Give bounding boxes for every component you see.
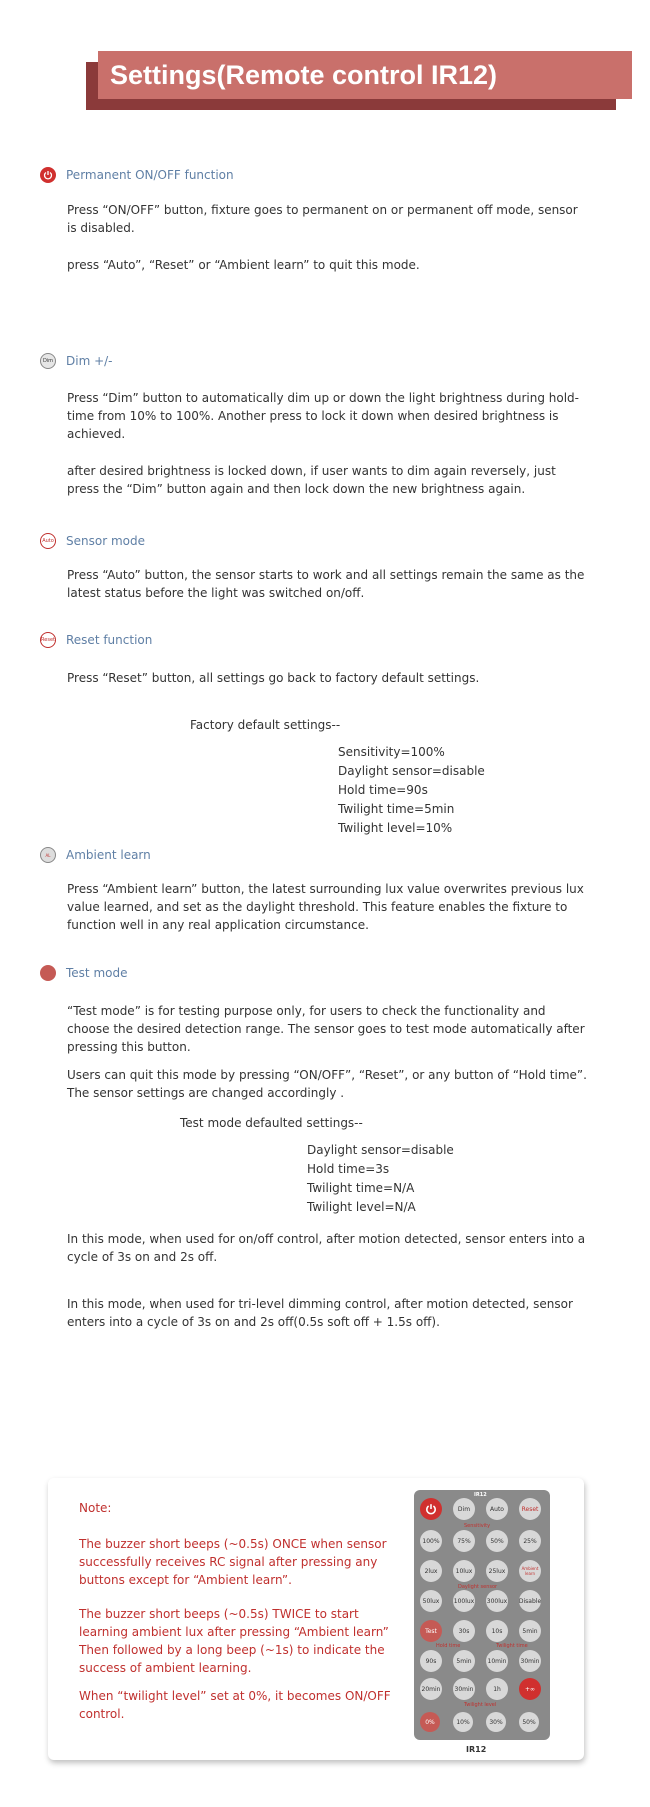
test-paragraph-4: In this mode, when used for tri-level dimming control, after motion detected, sensor enters into a cycle of 3s on and 2s off(0.5s soft off + 1.5s off).: [67, 1297, 573, 1329]
remote-ambient-learn-button: Ambient learn: [519, 1560, 541, 1582]
remote-twilight-zero-button: 0%: [420, 1712, 440, 1732]
reset-paragraph-1: Press “Reset” button, all settings go back to factory default settings.: [67, 671, 480, 685]
note-line-1: The buzzer short beeps (~0.5s) ONCE when sensor successfully receives RC signal after pressing any buttons except for “Ambient learn”.: [79, 1537, 387, 1587]
section-heading-onoff: Permanent ON/OFF function: [40, 166, 234, 184]
remote-button: +∞: [519, 1678, 541, 1700]
remote-dim-button: Dim: [453, 1498, 475, 1520]
note-line-3: When “twilight level” set at 0%, it becomes ON/OFF control.: [79, 1689, 391, 1721]
note-line-2: The buzzer short beeps (~0.5s) TWICE to start learning ambient lux after pressing “Ambient learn” Then followed by a long beep (~1s) to indicate the success of ambient learning.: [79, 1607, 389, 1675]
remote-button: 30s: [453, 1620, 475, 1642]
list-item: Daylight sensor=disable: [307, 1143, 454, 1157]
remote-button: 5min: [453, 1650, 475, 1672]
remote-button: 20min: [420, 1678, 442, 1700]
remote-button: 30min: [453, 1678, 475, 1700]
remote-button: 25lux: [486, 1560, 508, 1582]
list-item: Twilight level=N/A: [307, 1200, 416, 1214]
test-default-title: Test mode defaulted settings--: [180, 1116, 363, 1130]
remote-model-label: IR12: [474, 1492, 487, 1498]
remote-button: 10lux: [453, 1560, 475, 1582]
section-heading-ambient: AL Ambient learn: [40, 846, 151, 864]
remote-control-image: [414, 1490, 550, 1740]
list-item: Hold time=3s: [307, 1162, 390, 1176]
list-item: Twilight time=N/A: [307, 1181, 415, 1195]
dim-icon: Dim: [40, 353, 56, 369]
remote-button: 50%: [486, 1530, 508, 1552]
list-item: Sensitivity=100%: [338, 745, 445, 759]
test-paragraph-3: In this mode, when used for on/off control, after motion detected, sensor enters into a cycle of 3s on and 2s off.: [67, 1232, 586, 1264]
section-heading-reset: Reset Reset function: [41, 633, 153, 647]
remote-button: Disable: [519, 1590, 541, 1612]
remote-sensitivity-label: Sensitivity: [464, 1523, 491, 1529]
remote-twilight-level-label: Twilight level: [464, 1702, 497, 1708]
remote-daylight-label: Daylight sensor: [458, 1584, 498, 1590]
section-heading-dim: Dim Dim +/-: [40, 352, 113, 370]
onoff-paragraph-1: Press “ON/OFF” button, fixture goes to permanent on or permanent off mode, sensor is disabled.: [67, 203, 578, 235]
remote-button: 10s: [486, 1620, 508, 1642]
onoff-paragraph-2: press “Auto”, “Reset” or “Ambient learn” to quit this mode.: [67, 258, 420, 272]
reset-icon: Reset: [40, 632, 56, 648]
note-title: Note:: [79, 1501, 112, 1515]
ambient-paragraph-1: Press “Ambient learn” button, the latest surrounding lux value overwrites previous lux value learned, and set as the daylight threshold. This feature enables the fixture to function well in any real application circumstance.: [67, 882, 584, 932]
test-paragraph-1: “Test mode” is for testing purpose only, for users to check the functionality and choose the desired detection range. The sensor goes to test mode automatically after pressing this button.: [67, 1004, 585, 1054]
remote-button: 5min: [519, 1620, 541, 1642]
remote-twilight-time-label: Twilight time: [496, 1643, 528, 1649]
list-item: Daylight sensor=disable: [338, 764, 485, 778]
auto-icon: Auto: [40, 533, 56, 549]
test-mode-icon: [40, 965, 56, 981]
remote-button: 25%: [519, 1530, 541, 1552]
section-heading-test: Test mode: [40, 964, 127, 982]
remote-button: 50%: [519, 1712, 539, 1732]
remote-button: 75%: [453, 1530, 475, 1552]
remote-button: 100lux: [453, 1590, 475, 1612]
page-title: Settings(Remote control IR12): [98, 51, 632, 99]
factory-default-list: [338, 743, 485, 838]
remote-button: 10%: [453, 1712, 473, 1732]
remote-button: 90s: [420, 1650, 442, 1672]
test-paragraph-2: Users can quit this mode by pressing “ON/OFF”, “Reset”, or any button of “Hold time”. The sensor settings are changed accordingly .: [67, 1068, 587, 1100]
remote-reset-button: Reset: [519, 1498, 541, 1520]
remote-caption: IR12: [466, 1745, 487, 1754]
factory-default-title: Factory default settings--: [190, 718, 341, 732]
remote-button: 10min: [486, 1650, 508, 1672]
power-icon: [40, 167, 56, 183]
remote-auto-button: Auto: [486, 1498, 508, 1520]
list-item: Twilight time=5min: [338, 802, 455, 816]
dim-paragraph-2: after desired brightness is locked down, if user wants to dim again reversely, just press the “Dim” button again and then lock down the new brightness again.: [67, 464, 556, 496]
remote-button: 300lux: [486, 1590, 508, 1612]
remote-button: 100%: [420, 1530, 442, 1552]
remote-power-icon: [420, 1498, 442, 1520]
test-default-list: [307, 1141, 454, 1217]
remote-button: 30%: [486, 1712, 506, 1732]
remote-button: 50lux: [420, 1590, 442, 1612]
remote-button: 30min: [519, 1650, 541, 1672]
section-heading-sensor: Auto Sensor mode: [40, 532, 145, 550]
remote-button: 2lux: [420, 1560, 442, 1582]
list-item: Hold time=90s: [338, 783, 428, 797]
ambient-learn-icon: AL: [40, 847, 56, 863]
remote-hold-time-label: Hold time: [436, 1643, 461, 1649]
remote-test-button: Test: [420, 1620, 442, 1642]
remote-button: 1h: [486, 1678, 508, 1700]
sensor-paragraph-1: Press “Auto” button, the sensor starts to work and all settings remain the same as the latest status before the light was switched on/off.: [67, 568, 585, 600]
dim-paragraph-1: Press “Dim” button to automatically dim up or down the light brightness during hold-time from 10% to 100%. Another press to lock it down when desired brightness is achieved.: [67, 391, 579, 441]
list-item: Twilight level=10%: [338, 821, 453, 835]
